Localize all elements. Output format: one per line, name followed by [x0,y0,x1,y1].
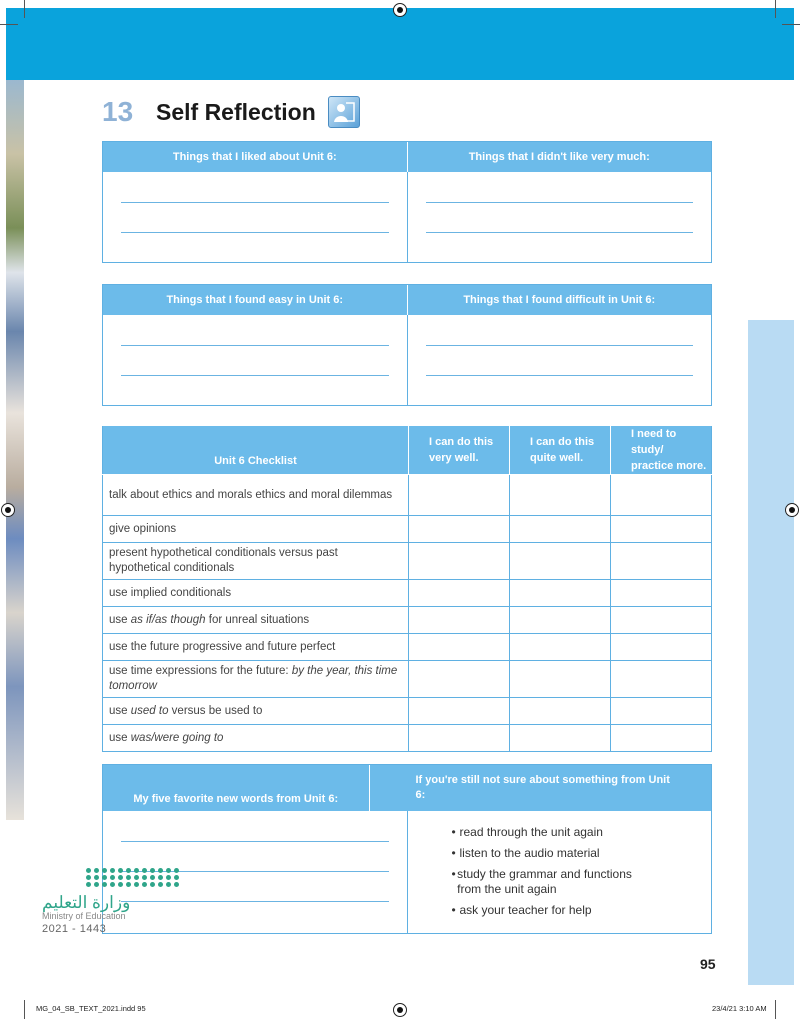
ministry-name-arabic: وزارة التعليم [42,893,131,912]
disliked-answer-area[interactable] [407,172,712,262]
check-cell-very-well[interactable] [409,634,510,661]
checklist-item: present hypothetical conditionals versus past hypothetical conditionals [103,543,409,580]
list-item: • study the grammar and functions from the unit again [451,867,632,896]
check-cell-study-more[interactable] [611,475,712,516]
ministry-year: 2021 - 1443 [42,923,107,935]
crop-mark [24,1000,25,1019]
page-number: 95 [700,956,716,972]
check-cell-very-well[interactable] [409,661,510,698]
check-cell-very-well[interactable] [409,607,510,634]
difficult-answer-area[interactable] [407,315,712,405]
favorite-words-header: My five favorite new words from Unit 6: [133,793,339,805]
crop-mark [782,24,800,25]
checklist-item: give opinions [103,516,409,543]
check-cell-very-well[interactable] [409,698,510,725]
not-sure-header: If you're still not sure about something from Unit 6: [369,765,712,811]
writing-line [121,375,389,376]
checklist-row [103,698,712,725]
right-color-band [748,320,794,985]
crop-mark [0,24,18,25]
left-photo-strip [6,80,24,820]
check-cell-quite-well[interactable] [510,725,611,752]
ministry-logo [42,868,181,935]
ministry-dots-icon [86,868,181,887]
easy-answer-area[interactable] [103,315,407,405]
list-item: • ask your teacher for help [451,903,592,917]
liked-answer-area[interactable] [103,172,407,262]
registration-mark-icon [785,503,799,517]
checklist-row [103,634,712,661]
reflection-mirror-icon [328,96,360,128]
checklist-item: use time expressions for the future: by the year, this time tomorrow [103,661,409,698]
list-item: • read through the unit again [451,825,603,839]
column-header-very-well: I can do this very well. [409,426,510,475]
writing-line [426,202,694,203]
check-cell-study-more[interactable] [611,698,712,725]
checklist-row [103,516,712,543]
tips-cell [407,811,712,933]
crop-mark [775,1000,776,1019]
check-cell-study-more[interactable] [611,607,712,634]
check-cell-very-well[interactable] [409,516,510,543]
crop-mark [24,0,25,18]
checklist-title: Unit 6 Checklist [103,426,409,475]
footer-timestamp: 23/4/21 3:10 AM [712,1004,767,1013]
checklist-row [103,725,712,752]
checklist-item: talk about ethics and morals ethics and moral dilemmas [103,475,409,516]
registration-mark-icon [393,1003,407,1017]
easy-difficult-table [102,284,712,406]
page-heading [102,94,360,130]
checklist-item: use was/were going to [103,725,409,752]
check-cell-very-well[interactable] [409,475,510,516]
check-cell-quite-well[interactable] [510,580,611,607]
check-cell-quite-well[interactable] [510,607,611,634]
writing-line [121,345,389,346]
writing-line [121,232,389,233]
unit-number: 13 [102,96,134,127]
liked-disliked-table [102,141,712,263]
check-cell-quite-well[interactable] [510,543,611,580]
checklist-row [103,661,712,698]
writing-line [426,345,694,346]
check-cell-quite-well[interactable] [510,661,611,698]
checklist-item: use implied conditionals [103,580,409,607]
writing-line [121,841,389,842]
writing-line [426,375,694,376]
ministry-name-english: Ministry of Education [42,911,126,921]
check-cell-quite-well[interactable] [510,634,611,661]
check-cell-very-well[interactable] [409,725,510,752]
check-cell-quite-well[interactable] [510,475,611,516]
list-item: • listen to the audio material [451,846,600,860]
checklist-item: use used to versus be used to [103,698,409,725]
unit-checklist-table [102,426,712,752]
check-cell-study-more[interactable] [611,516,712,543]
check-cell-study-more[interactable] [611,543,712,580]
top-color-band [6,8,794,80]
writing-line [426,232,694,233]
check-cell-study-more[interactable] [611,634,712,661]
disliked-header: Things that I didn't like very much: [407,142,712,172]
easy-header: Things that I found easy in Unit 6: [166,294,344,306]
checklist-row [103,580,712,607]
check-cell-quite-well[interactable] [510,516,611,543]
checklist-item: use the future progressive and future perfect [103,634,409,661]
tips-list [452,825,652,924]
check-cell-study-more[interactable] [611,661,712,698]
crop-mark [775,0,776,18]
checklist-item: use as if/as though for unreal situations [103,607,409,634]
column-header-quite-well: I can do this quite well. [510,426,611,475]
registration-mark-icon [393,3,407,17]
page-title: Self Reflection [156,98,316,125]
checklist-row [103,475,712,516]
liked-header: Things that I liked about Unit 6: [172,151,337,163]
checklist-row [103,543,712,580]
registration-mark-icon [1,503,15,517]
check-cell-very-well[interactable] [409,543,510,580]
favorite-words-table [102,764,712,934]
footer-file-slug: MG_04_SB_TEXT_2021.indd 95 [36,1004,146,1013]
check-cell-study-more[interactable] [611,580,712,607]
check-cell-study-more[interactable] [611,725,712,752]
checklist-row [103,607,712,634]
column-header-study-more: I need to study/ practice more. [611,426,712,475]
check-cell-quite-well[interactable] [510,698,611,725]
writing-line [121,202,389,203]
difficult-header: Things that I found difficult in Unit 6: [407,285,712,315]
check-cell-very-well[interactable] [409,580,510,607]
